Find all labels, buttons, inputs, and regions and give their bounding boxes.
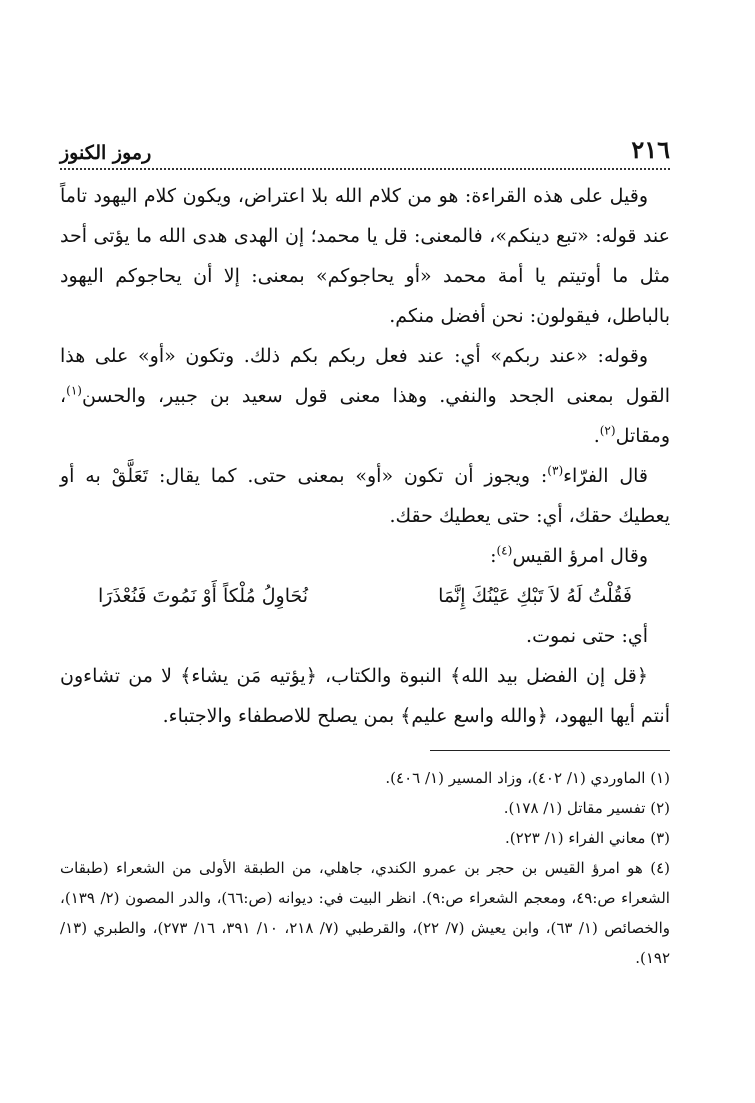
paragraph-2-end: . bbox=[593, 425, 600, 447]
book-page bbox=[60, 128, 670, 973]
paragraph-4-start: وقال امرؤ القيس bbox=[512, 545, 648, 567]
verse-second-hemistich: نُحَاوِلُ مُلْكاً أَوْ نَمُوتَ فَنُعْذَرَا bbox=[98, 585, 309, 607]
footnote-1: (١) الماوردي (١/ ٤٠٢)، وزاد المسير (١/ ٤٠٦). bbox=[385, 769, 670, 787]
footnote-4: (٤) هو امرؤ القيس بن حجر بن عمرو الكندي، جاهلي، من الطبقة الأولى من الشعراء (طبقات الشعراء ص:٤٩، ومعجم الشعراء ص:٩). انظر البيت في: ديوانه (ص:٦٦)، والدر المصون (٢/ ١٣٩)، والخصائص (١/ ٦٣)، وابن يعيش (٧/ ٢٢)، والقرطبي (٧/ ٢١٨، ١٠/ ٣٩١، ١٦/ ٢٧٣)، والطبري (١٣/ ١٩٢). bbox=[60, 859, 671, 967]
paragraph-2-mid: ، ومقاتل bbox=[60, 385, 670, 447]
footnote-3: (٣) معاني الفراء (١/ ٢٢٣). bbox=[505, 829, 670, 847]
footnote-ref-2: (٢) bbox=[599, 423, 616, 438]
paragraph-4-end: : bbox=[490, 545, 497, 567]
running-title: رموز الكنوز bbox=[60, 142, 152, 164]
poetry-verse bbox=[60, 576, 670, 616]
footnotes bbox=[60, 763, 670, 973]
paragraph-2-text: وقوله: «عند ربكم» أي: عند فعل ربكم بكم ذلك. وتكون «أو» على هذا القول بمعنى الجحد والنفي. وهذا معنى قول سعيد بن جبير، والحسن bbox=[60, 345, 670, 407]
paragraph-6: ﴿قل إن الفضل بيد الله﴾ النبوة والكتاب، ﴿يؤتيه مَن يشاء﴾ لا من تشاءون أنتم أيها اليهود، ﴿والله واسع عليم﴾ بمن يصلح للاصطفاء والاجتباء. bbox=[60, 665, 670, 727]
footnote-ref-1: (١) bbox=[66, 383, 82, 398]
footnote-2: (٢) تفسير مقاتل (١/ ١٧٨). bbox=[503, 799, 670, 817]
paragraph-3 bbox=[60, 456, 670, 536]
paragraph-2 bbox=[60, 336, 670, 456]
main-text bbox=[60, 176, 670, 736]
page-header bbox=[60, 128, 670, 170]
paragraph-5: أي: حتى نموت. bbox=[526, 625, 648, 647]
footnote-ref-4: (٤) bbox=[496, 543, 513, 558]
footnote-ref-3: (٣) bbox=[547, 463, 564, 478]
verse-first-hemistich: فَقُلْتُ لَهُ لاَ تَبْكِ عَيْنُكَ إِنَّمَا bbox=[438, 585, 632, 607]
paragraph-3-start: قال الفرّاء bbox=[563, 465, 649, 487]
footnote-separator bbox=[430, 750, 670, 751]
page-number: ٢١٦ bbox=[631, 135, 670, 164]
paragraph-3-text: : ويجوز أن تكون «أو» بمعنى حتى. كما يقال: تَعَلَّقْ به أو يعطيك حقك، أي: حتى يعطيك حقك. bbox=[60, 465, 670, 527]
paragraph-4 bbox=[60, 536, 670, 576]
paragraph-1: وقيل على هذه القراءة: هو من كلام الله بلا اعتراض، ويكون كلام اليهود تاماً عند قوله: «تبع دينكم»، فالمعنى: قل يا محمد؛ إن الهدى هدى الله ما يؤتى أحد مثل ما أوتيتم يا أمة محمد «أو يحاجوكم» بمعنى: إلا أن يحاجوكم اليهود بالباطل، فيقولون: نحن أفضل منكم. bbox=[60, 185, 670, 327]
